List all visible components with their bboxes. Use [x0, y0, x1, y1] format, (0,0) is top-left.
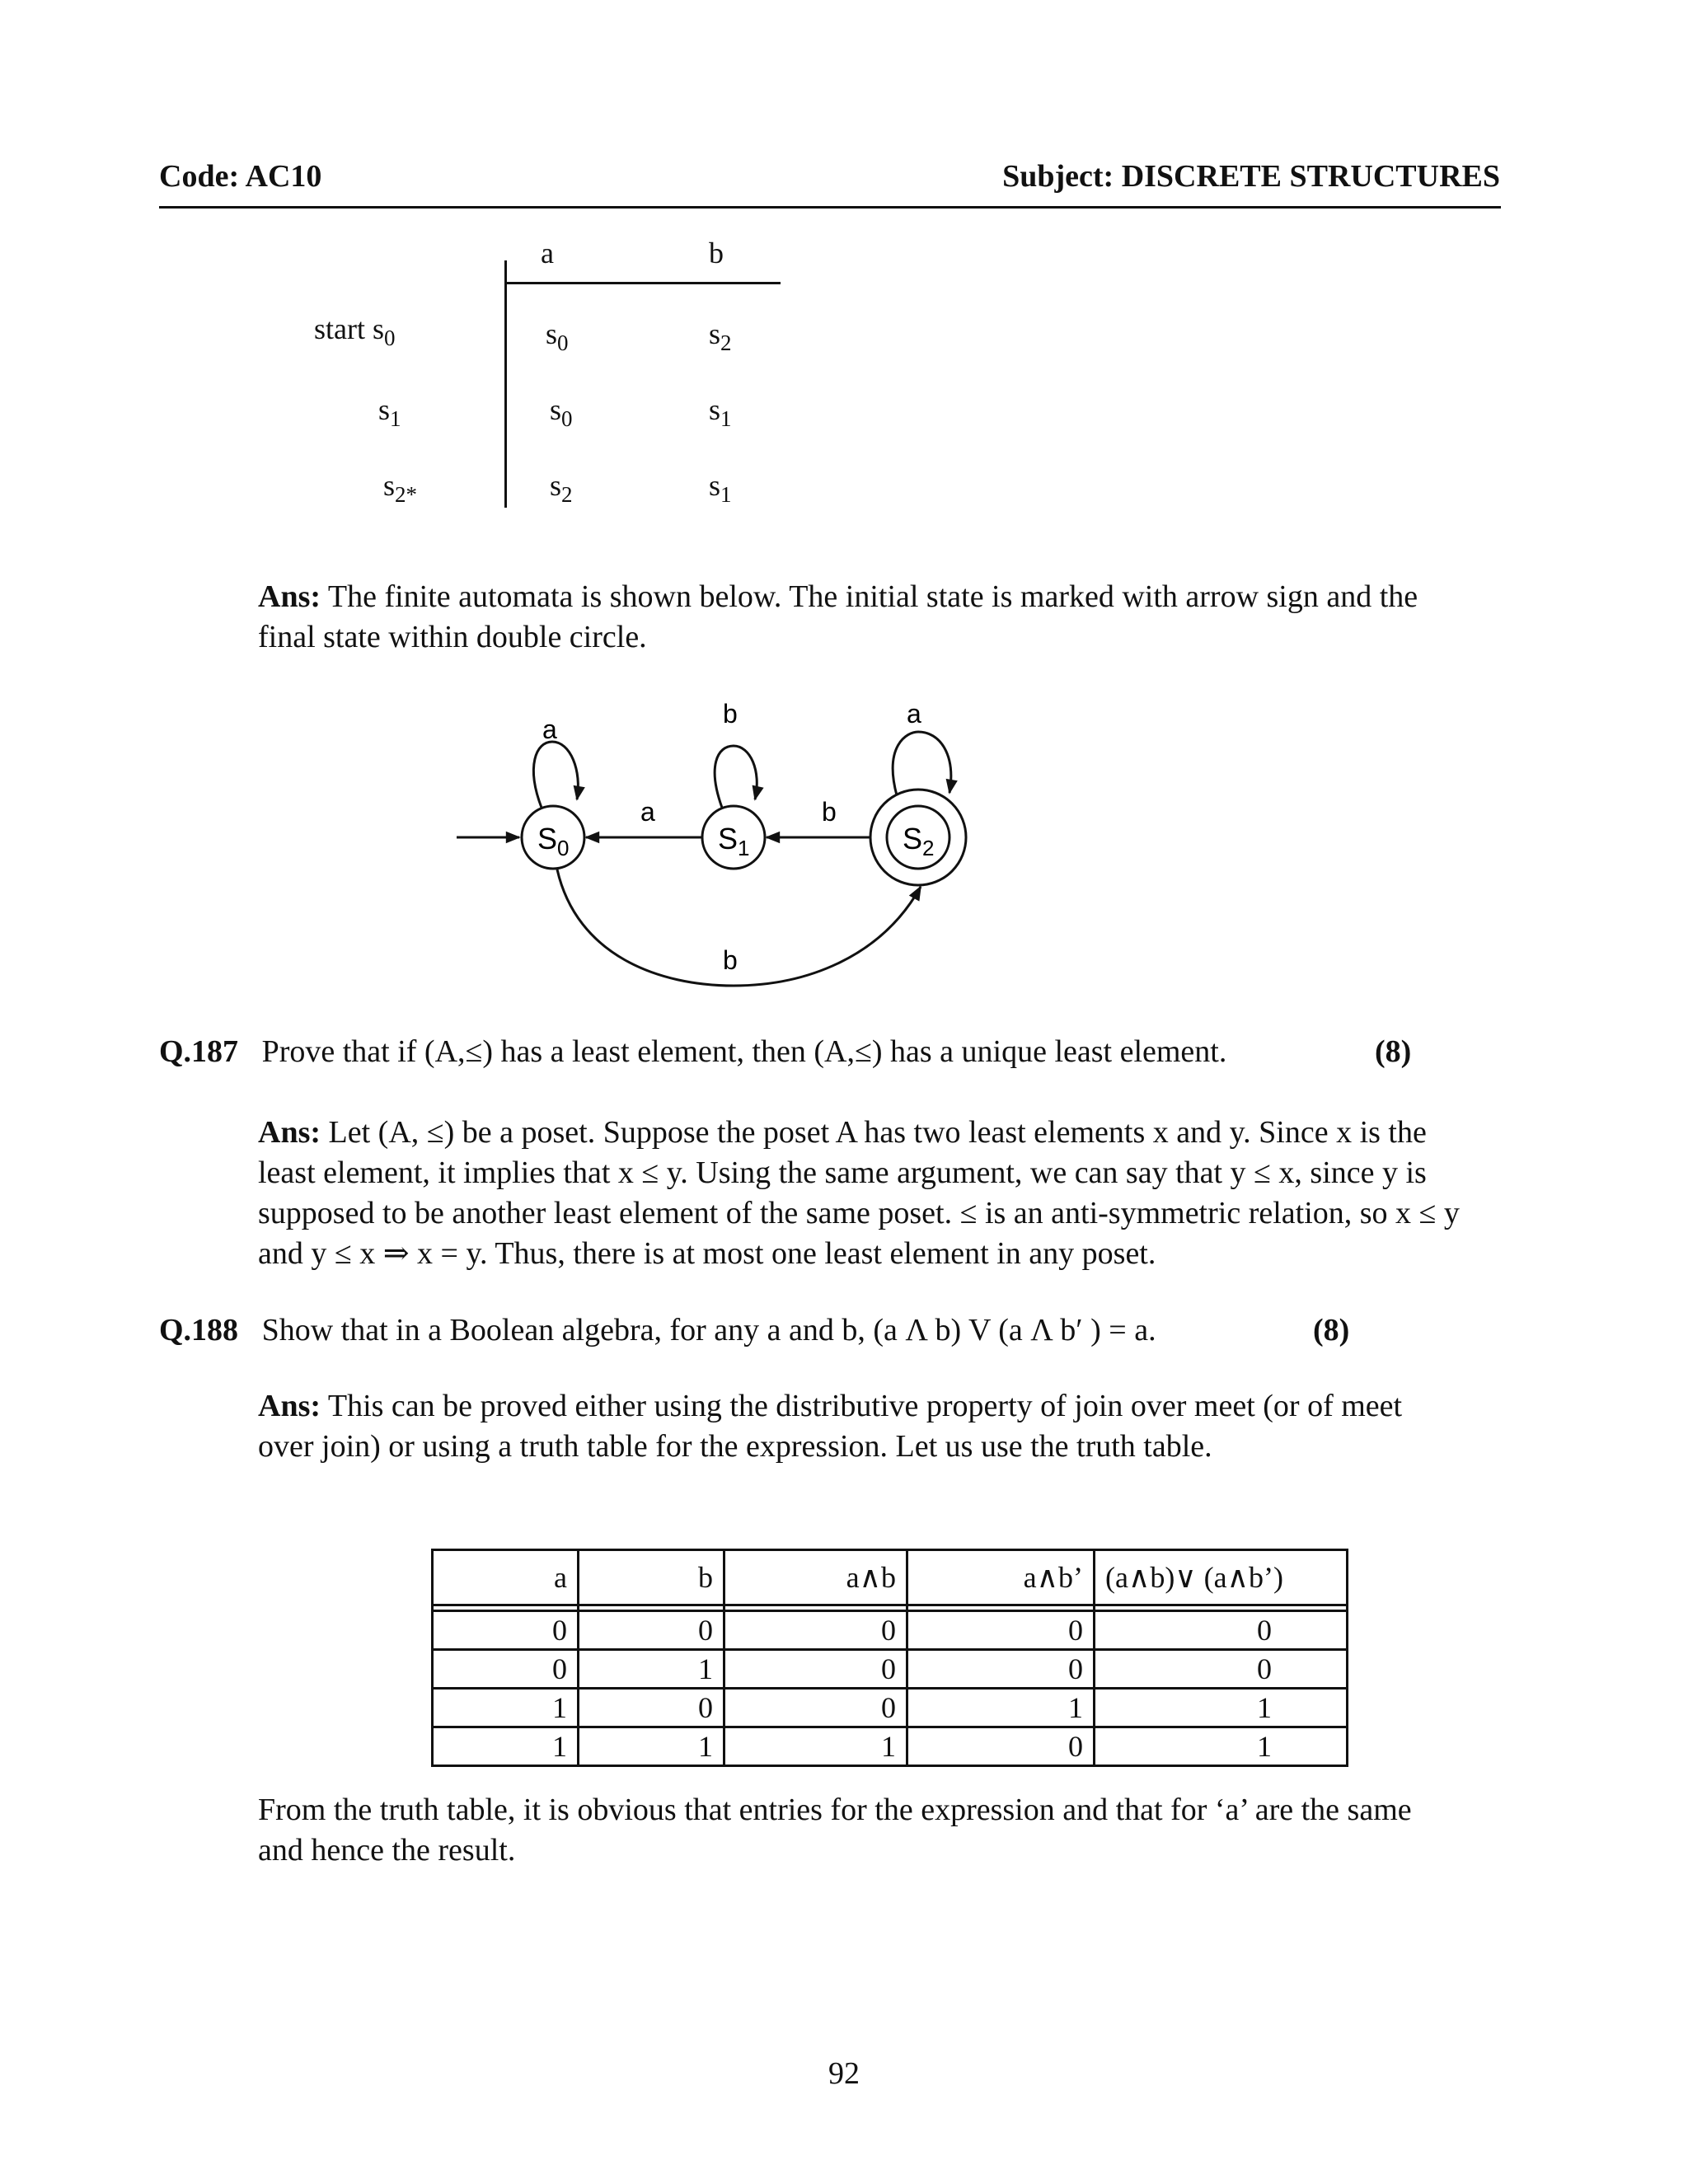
truth-table-header: b	[579, 1550, 724, 1605]
edge-s0-s2	[557, 869, 921, 986]
truth-table-cell: 0	[724, 1611, 907, 1650]
truth-table-cell: 0	[907, 1650, 1095, 1689]
truth-table-cell: 0	[579, 1689, 724, 1727]
truth-table-cell: 0	[579, 1611, 724, 1650]
tt-col-a: a	[541, 237, 554, 269]
ans-label: Ans:	[258, 1115, 321, 1150]
truth-table-header: a∧b’	[907, 1550, 1095, 1605]
truth-table-cell: 1	[579, 1650, 724, 1689]
state-s0-label: $S_0$	[537, 822, 570, 860]
loop-s0	[533, 742, 578, 808]
ans-fa-paragraph: Ans: The finite automata is shown below. The initial state is marked with arrow sign and the final state within double circle.	[258, 579, 1418, 654]
tt-state-s0: start $s_0$	[314, 312, 396, 351]
tt-cell: $s_1$	[709, 469, 732, 508]
truth-table-cell: 1	[579, 1727, 724, 1766]
truth-table-cell: 0	[433, 1611, 579, 1650]
question-number: Q.188	[159, 1313, 239, 1347]
q187-marks: (8)	[1375, 1034, 1412, 1069]
page-number: 92	[828, 2056, 860, 2091]
tt-cell: $s_0$	[546, 317, 569, 356]
header-subject: Subject: DISCRETE STRUCTURES	[1002, 159, 1500, 194]
truth-table-cell: 1	[433, 1727, 579, 1766]
tt-col-b: b	[709, 237, 724, 269]
q187-question: Q.187 Prove that if (A,≤) has a least element, then (A,≤) has a unique least element.	[159, 1034, 1227, 1069]
q188-answer: Ans: This can be proved either using the distributive property of join over meet (or of meet over join) or using a truth table for the expression. Let us use the truth table.	[258, 1389, 1403, 1464]
loop-s0-label: a	[542, 715, 557, 744]
header-code: Code: AC10	[159, 159, 322, 194]
table-row	[433, 1727, 1348, 1766]
truth-table-gap	[433, 1605, 1348, 1611]
truth-table-cell: 0	[1095, 1650, 1348, 1689]
q188-conclusion: From the truth table, it is obvious that entries for the expression and that for ‘a’ are the same and hence the result.	[258, 1793, 1412, 1868]
ans-label: Ans:	[258, 579, 321, 614]
truth-table-cell: 1	[433, 1689, 579, 1727]
q188-marks: (8)	[1313, 1313, 1350, 1347]
edge-s1-s0-label: a	[640, 797, 655, 827]
ans-label: Ans:	[258, 1389, 321, 1423]
loop-s1	[715, 746, 757, 808]
tt-cell: $s_2$	[550, 469, 573, 508]
q188-question: Q.188 Show that in a Boolean algebra, for any a and b, (a Λ b) V (a Λ b′ ) = a.	[159, 1313, 1156, 1347]
tt-state-s2-final: $s_{2*}$	[383, 469, 418, 508]
truth-table-cell: 0	[907, 1727, 1095, 1766]
table-row	[433, 1611, 1348, 1650]
edge-s2-s1-label: b	[822, 797, 837, 827]
loop-s2	[893, 732, 951, 795]
truth-table-cell: 1	[907, 1689, 1095, 1727]
table-row	[433, 1689, 1348, 1727]
state-s2-label: $S_2$	[903, 822, 935, 860]
truth-table-header-row	[433, 1550, 1348, 1605]
truth-table-cell: 1	[1095, 1727, 1348, 1766]
truth-table-header: a∧b	[724, 1550, 907, 1605]
state-s1-label: $S_1$	[718, 822, 750, 860]
tt-cell: $s_1$	[709, 393, 732, 432]
q187-answer: Ans: Let (A, ≤) be a poset. Suppose the poset A has two least elements x and y. Since x is the least element, it implies that x ≤ y. Using the same argument, we can say that y ≤ x, since y is supposed to be another least element of the same poset. ≤ is an anti-symmetric relation, so x ≤ y and y ≤ x ⇒ x = y. Thus, there is at most one least element in any poset.	[258, 1115, 1460, 1271]
truth-table-header: (a∧b)∨ (a∧b’)	[1095, 1550, 1348, 1605]
truth-table-header: a	[433, 1550, 579, 1605]
truth-table	[431, 1549, 1348, 1767]
truth-table-cell: 0	[907, 1611, 1095, 1650]
tt-cell: $s_0$	[550, 393, 573, 432]
truth-table-cell: 1	[724, 1727, 907, 1766]
loop-s1-label: b	[723, 699, 738, 729]
truth-table-cell: 0	[1095, 1611, 1348, 1650]
truth-table-cell: 0	[724, 1689, 907, 1727]
question-number: Q.187	[159, 1034, 239, 1069]
tt-state-s1: $s_1$	[378, 393, 401, 432]
truth-table-cell: 0	[433, 1650, 579, 1689]
table-row	[433, 1650, 1348, 1689]
truth-table-cell: 0	[724, 1650, 907, 1689]
loop-s2-label: a	[907, 699, 921, 729]
edge-s0-s2-label: b	[723, 945, 738, 975]
tt-cell: $s_2$	[709, 317, 732, 356]
truth-table-cell: 1	[1095, 1689, 1348, 1727]
